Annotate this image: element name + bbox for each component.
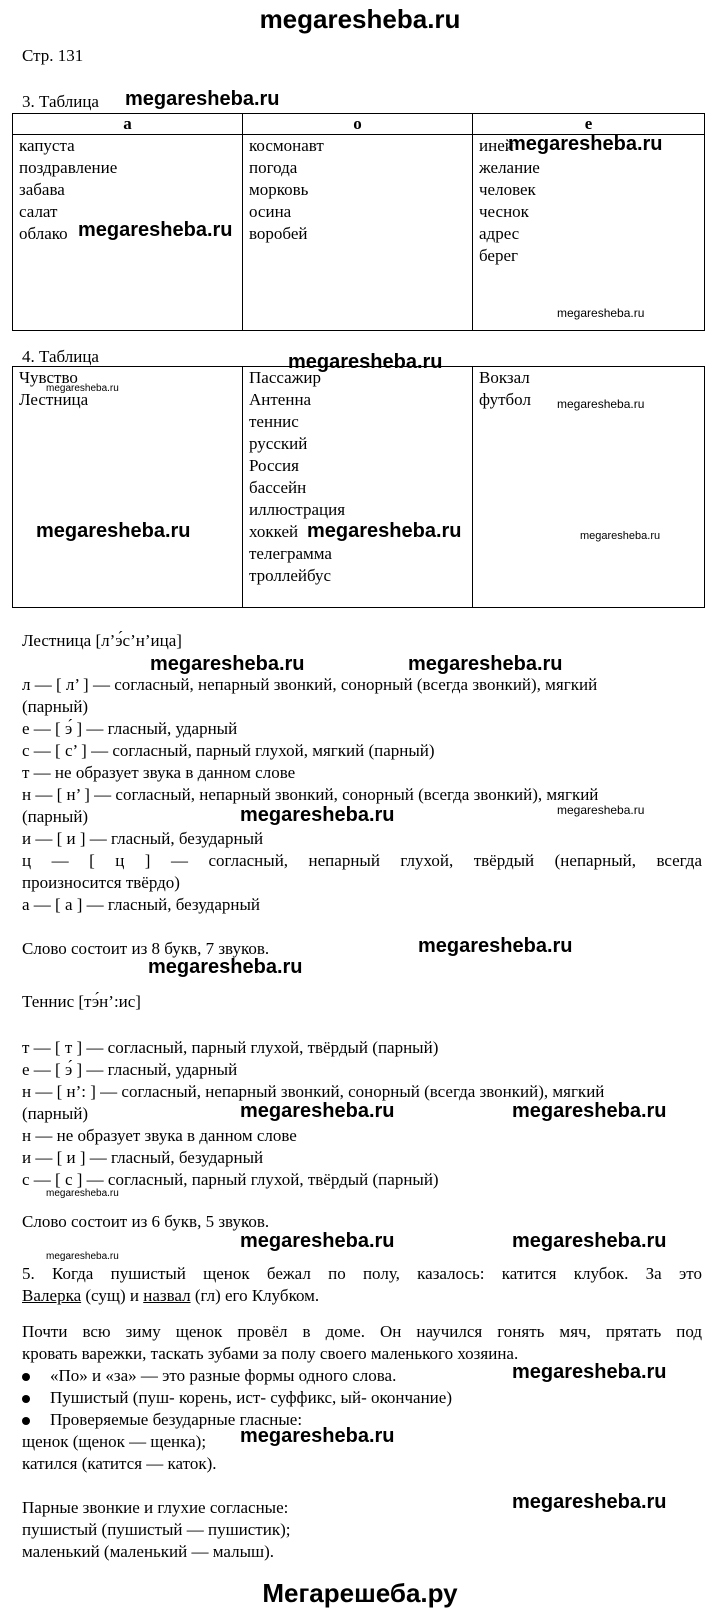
- bullet-item: [22, 1387, 452, 1409]
- list-item: Лестница: [19, 390, 89, 409]
- analysis-line: (парный): [22, 697, 89, 716]
- watermark: megaresheba.ru: [150, 653, 305, 675]
- list-item: Чувство: [19, 368, 78, 387]
- analysis-line: с — [ с’ ] — согласный, парный глухой, мягкий (парный): [22, 741, 435, 760]
- word-summary: Слово состоит из 6 букв, 5 звуков.: [22, 1212, 270, 1231]
- watermark: megaresheba.ru: [240, 1230, 395, 1252]
- analysis-line: произносится твёрдо): [22, 873, 180, 892]
- list-item: русский: [249, 434, 308, 453]
- list-item: облако: [19, 224, 68, 243]
- header-e: е: [473, 114, 705, 135]
- bullet-icon: [22, 1373, 30, 1381]
- list-item: бассейн: [249, 478, 307, 497]
- task5-line: [22, 1285, 319, 1307]
- watermark: megaresheba.ru: [46, 1251, 119, 1262]
- watermark: megaresheba.ru: [46, 383, 119, 394]
- task3-label: 3. Таблица: [22, 92, 99, 111]
- column-1: [13, 367, 243, 608]
- watermark: megaresheba.ru: [240, 804, 395, 826]
- list-item: космонавт: [249, 136, 324, 155]
- list-item: телеграмма: [249, 544, 332, 563]
- sentence-tail: его Клубком.: [224, 1286, 320, 1305]
- list-item: футбол: [479, 390, 531, 409]
- bullet-text: «По» и «за» — это разные формы одного слова.: [50, 1366, 397, 1385]
- footer-brand: Мегарешеба.ру: [262, 1578, 458, 1608]
- watermark: megaresheba.ru: [557, 397, 645, 411]
- list-item: Вокзал: [479, 368, 530, 387]
- list-item: забава: [19, 180, 65, 199]
- list-item: адрес: [479, 224, 520, 243]
- watermark: megaresheba.ru: [288, 351, 443, 373]
- column-o: [243, 135, 473, 331]
- word-summary: Слово состоит из 8 букв, 7 звуков.: [22, 939, 270, 958]
- watermark: megaresheba.ru: [418, 935, 573, 957]
- list-item: осина: [249, 202, 292, 221]
- watermark: megaresheba.ru: [512, 1361, 667, 1383]
- list-item: Россия: [249, 456, 299, 475]
- list-item: Антенна: [249, 390, 312, 409]
- watermark: megaresheba.ru: [512, 1100, 667, 1122]
- list-item: берег: [479, 246, 518, 265]
- watermark: megaresheba.ru: [148, 956, 303, 978]
- pair-line: маленький (маленький — малыш).: [22, 1542, 274, 1561]
- analysis-line: н — не образует звука в данном слове: [22, 1126, 297, 1145]
- word-transcription: Лестница [л’э́с’н’ица]: [22, 631, 182, 650]
- list-item: хоккей: [249, 522, 299, 541]
- watermark: megaresheba.ru: [78, 219, 233, 241]
- analysis-line: с — [ с ] — согласный, парный глухой, твёрдый (парный): [22, 1170, 439, 1189]
- watermark: megaresheba.ru: [240, 1425, 395, 1447]
- analysis-line: (парный): [22, 807, 89, 826]
- list-item: Пассажир: [249, 368, 322, 387]
- list-item: троллейбус: [249, 566, 332, 585]
- analysis-line: н — [ н’ ] — согласный, непарный звонкий, сонорный (всегда звонкий), мягкий: [22, 785, 599, 804]
- conjunction: и: [129, 1286, 139, 1305]
- pairs-title: Парные звонкие и глухие согласные:: [22, 1498, 289, 1517]
- analysis-line: е — [ э́ ] — гласный, ударный: [22, 1060, 238, 1079]
- watermark: megaresheba.ru: [408, 653, 563, 675]
- list-item: иллюстрация: [249, 500, 346, 519]
- list-item: воробей: [249, 224, 308, 243]
- check-line: катился (катится — каток).: [22, 1454, 217, 1473]
- watermark: megaresheba.ru: [557, 803, 645, 817]
- underlined-verb: назвал: [143, 1286, 191, 1305]
- bullet-icon: [22, 1417, 30, 1425]
- watermark: megaresheba.ru: [46, 1188, 119, 1199]
- part-of-speech-mark: (сущ): [85, 1286, 126, 1305]
- watermark: megaresheba.ru: [240, 1100, 395, 1122]
- page-label: Стр. 131: [22, 46, 84, 65]
- list-item: иней: [479, 136, 514, 155]
- list-item: морковь: [249, 180, 309, 199]
- paragraph-line: Почти всю зиму щенок провёл в доме. Он научился гонять мяч, прятать под: [22, 1322, 702, 1341]
- list-item: теннис: [249, 412, 299, 431]
- bullet-text: Проверяемые безударные гласные:: [50, 1410, 303, 1429]
- list-item: чеснок: [479, 202, 529, 221]
- list-item: капуста: [19, 136, 75, 155]
- watermark: megaresheba.ru: [36, 520, 191, 542]
- word-transcription: Теннис [тэ́н’:ис]: [22, 992, 141, 1011]
- analysis-line: л — [ л’ ] — согласный, непарный звонкий, сонорный (всегда звонкий), мягкий: [22, 675, 598, 694]
- analysis-line: т — [ т ] — согласный, парный глухой, твёрдый (парный): [22, 1038, 439, 1057]
- watermark: megaresheba.ru: [557, 306, 645, 320]
- check-line: щенок (щенок — щенка);: [22, 1432, 207, 1451]
- analysis-line: е — [ э́ ] — гласный, ударный: [22, 719, 238, 738]
- analysis-line: и — [ и ] — гласный, безударный: [22, 829, 264, 848]
- watermark: megaresheba.ru: [125, 88, 280, 110]
- analysis-line: а — [ а ] — гласный, безударный: [22, 895, 260, 914]
- pair-line: пушистый (пушистый — пушистик);: [22, 1520, 291, 1539]
- task5-line: 5. Когда пушистый щенок бежал по полу, казалось: катится клубок. За это: [22, 1264, 702, 1283]
- column-e: [473, 135, 705, 331]
- analysis-line: т — не образует звука в данном слове: [22, 763, 296, 782]
- watermark: megaresheba.ru: [307, 520, 462, 542]
- analysis-line: (парный): [22, 1104, 89, 1123]
- part-of-speech-mark: (гл): [194, 1286, 221, 1305]
- site-title: megaresheba.ru: [259, 4, 461, 34]
- watermark: megaresheba.ru: [508, 133, 663, 155]
- list-item: поздравление: [19, 158, 118, 177]
- bullet-icon: [22, 1395, 30, 1403]
- watermark: megaresheba.ru: [580, 530, 661, 542]
- bullet-item: [22, 1365, 396, 1387]
- watermark: megaresheba.ru: [512, 1230, 667, 1252]
- underlined-noun: Валерка: [22, 1286, 82, 1305]
- header-o: о: [243, 114, 473, 135]
- list-item: салат: [19, 202, 58, 221]
- paragraph-line: кровать варежки, таскать зубами за полу своего маленького хозяина.: [22, 1344, 519, 1363]
- task4-label: 4. Таблица: [22, 347, 99, 366]
- list-item: человек: [479, 180, 536, 199]
- bullet-text: Пушистый (пуш- корень, ист- суффикс, ый- окончание): [50, 1388, 452, 1407]
- watermark: megaresheba.ru: [512, 1491, 667, 1513]
- header-a: а: [13, 114, 243, 135]
- list-item: желание: [479, 158, 540, 177]
- analysis-line: и — [ и ] — гласный, безударный: [22, 1148, 264, 1167]
- analysis-line: н — [ н’: ] — согласный, непарный звонкий, сонорный (всегда звонкий), мягкий: [22, 1082, 605, 1101]
- list-item: погода: [249, 158, 298, 177]
- column-2: [243, 367, 473, 608]
- analysis-line: ц — [ ц ] — согласный, непарный глухой, твёрдый (непарный, всегда: [22, 851, 702, 870]
